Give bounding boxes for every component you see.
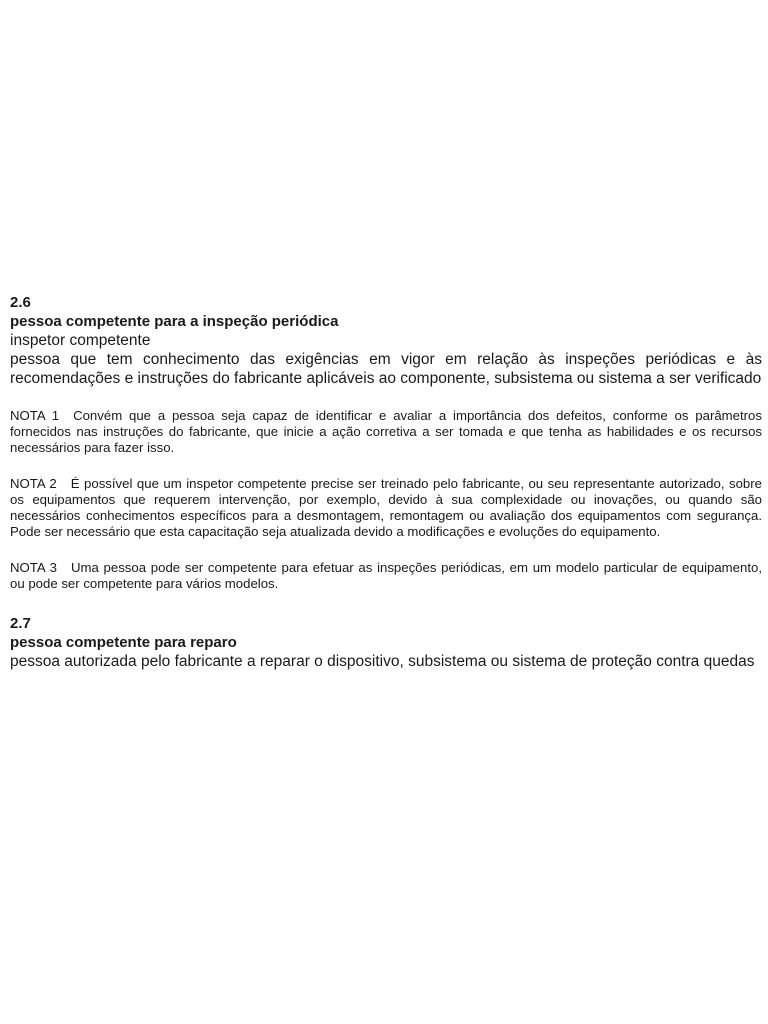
note-3 xyxy=(10,560,762,592)
term-heading: pessoa competente para reparo xyxy=(10,634,237,651)
note-1 xyxy=(10,408,762,456)
section-number: 2.7 xyxy=(10,615,31,632)
section-2-6 xyxy=(10,293,762,592)
note-label: NOTA 2 xyxy=(10,476,57,491)
document-page xyxy=(10,293,762,671)
term-synonym: inspetor competente xyxy=(10,332,151,349)
section-number: 2.6 xyxy=(10,294,31,311)
note-text: Convém que a pessoa seja capaz de identificar e avaliar a importância dos defeitos, conforme os parâmetros fornecidos nas instruções do fabricante, que inicie a ação corretiva a ser tomada e que tenha as habilidades e os recursos necessários para fazer isso. xyxy=(10,408,762,455)
note-label: NOTA 3 xyxy=(10,560,57,575)
section-2-7 xyxy=(10,614,762,671)
note-text: Uma pessoa pode ser competente para efetuar as inspeções periódicas, em um modelo particular de equipamento, ou pode ser competente para vários modelos. xyxy=(10,560,762,591)
note-2 xyxy=(10,476,762,540)
note-text: É possível que um inspetor competente precise ser treinado pelo fabricante, ou seu representante autorizado, sobre os equipamentos que requerem intervenção, por exemplo, devido à sua complexidade ou inovações, ou quando são necessários conhecimentos específicos para a desmontagem, remontagem ou avaliação dos equipamentos com segurança. Pode ser necessário que esta capacitação seja atualizada devido a modificações e evoluções do equipamento. xyxy=(10,476,762,539)
term-definition: pessoa autorizada pelo fabricante a reparar o dispositivo, subsistema ou sistema de proteção contra quedas xyxy=(10,653,755,670)
note-label: NOTA 1 xyxy=(10,408,60,423)
term-definition: pessoa que tem conhecimento das exigências em vigor em relação às inspeções periódicas e às recomendações e instruções do fabricante aplicáveis ao componente, subsistema ou sistema a ser verificado xyxy=(10,351,762,387)
term-heading: pessoa competente para a inspeção periódica xyxy=(10,313,339,330)
